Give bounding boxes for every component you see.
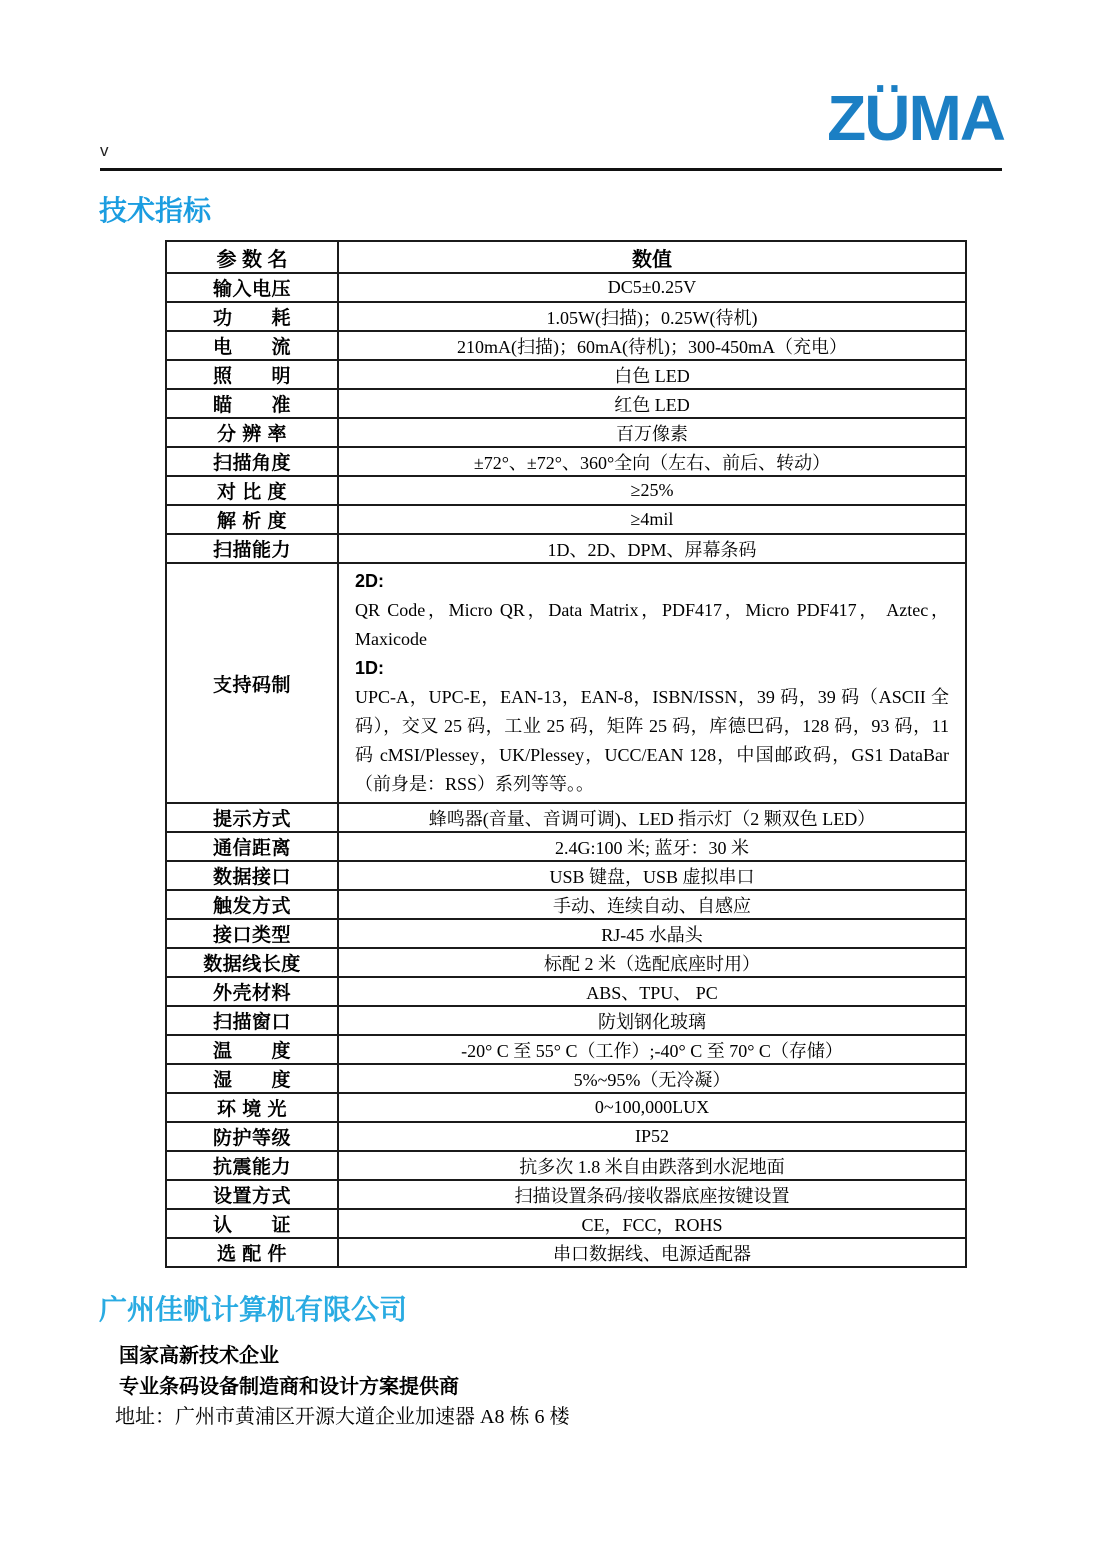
param-name-cell: 对 比 度 — [166, 476, 338, 505]
param-name-cell: 环 境 光 — [166, 1093, 338, 1122]
spec-row — [166, 1035, 966, 1064]
spec-row — [166, 1209, 966, 1238]
param-name-cell: 通信距离 — [166, 832, 338, 861]
param-name-cell: 提示方式 — [166, 803, 338, 832]
spec-row — [166, 418, 966, 447]
param-value-cell: 1D、2D、DPM、屏幕条码 — [338, 534, 966, 563]
param-name-cell: 湿 度 — [166, 1064, 338, 1093]
spec-row — [166, 563, 966, 803]
param-value-cell: IP52 — [338, 1122, 966, 1151]
spec-row — [166, 977, 966, 1006]
param-value-cell: 扫描设置条码/接收器底座按键设置 — [338, 1180, 966, 1209]
param-value-header: 数值 — [338, 241, 966, 273]
param-name-cell: 扫描窗口 — [166, 1006, 338, 1035]
param-value-cell: ±72°、±72°、360°全向（左右、前后、转动） — [338, 447, 966, 476]
spec-row — [166, 1180, 966, 1209]
param-name-cell: 抗震能力 — [166, 1151, 338, 1180]
param-name-cell: 解 析 度 — [166, 505, 338, 534]
param-value-cell: 红色 LED — [338, 389, 966, 418]
param-name-cell: 输入电压 — [166, 273, 338, 302]
param-value-cell: ≥25% — [338, 476, 966, 505]
param-name-cell: 分 辨 率 — [166, 418, 338, 447]
param-name-cell: 电 流 — [166, 331, 338, 360]
param-value-cell: 1.05W(扫描)；0.25W(待机) — [338, 302, 966, 331]
spec-row — [166, 832, 966, 861]
param-name-cell: 外壳材料 — [166, 977, 338, 1006]
param-name-cell: 防护等级 — [166, 1122, 338, 1151]
spec-row — [166, 1006, 966, 1035]
param-value-cell: 百万像素 — [338, 418, 966, 447]
param-value-cell — [338, 563, 966, 803]
param-value-cell: 手动、连续自动、自感应 — [338, 890, 966, 919]
header-divider — [100, 168, 1002, 171]
spec-header-row — [166, 241, 966, 273]
param-value-cell: 0~100,000LUX — [338, 1093, 966, 1122]
spec-row — [166, 273, 966, 302]
param-name-cell: 选 配 件 — [166, 1238, 338, 1267]
param-name-header: 参 数 名 — [166, 241, 338, 273]
spec-row — [166, 505, 966, 534]
param-name-cell: 温 度 — [166, 1035, 338, 1064]
spec-row — [166, 890, 966, 919]
param-name-cell: 照 明 — [166, 360, 338, 389]
param-name-cell: 数据线长度 — [166, 948, 338, 977]
param-name-cell: 接口类型 — [166, 919, 338, 948]
symbology-group-label: 2D: — [355, 571, 385, 591]
param-value-cell: 抗多次 1.8 米自由跌落到水泥地面 — [338, 1151, 966, 1180]
spec-row — [166, 302, 966, 331]
param-name-cell: 支持码制 — [166, 563, 338, 803]
param-name-cell: 认 证 — [166, 1209, 338, 1238]
param-name-cell: 功 耗 — [166, 302, 338, 331]
spec-row — [166, 447, 966, 476]
symbology-group-label: 1D: — [355, 658, 385, 678]
param-value-cell: ABS、TPU、 PC — [338, 977, 966, 1006]
spec-row — [166, 1122, 966, 1151]
param-value-cell: RJ-45 水晶头 — [338, 919, 966, 948]
param-value-cell: 5%~95%（无冷凝） — [338, 1064, 966, 1093]
spec-row — [166, 331, 966, 360]
param-name-cell: 瞄 准 — [166, 389, 338, 418]
company-name: 广州佳帆计算机有限公司 — [99, 1294, 408, 1325]
param-name-cell: 扫描能力 — [166, 534, 338, 563]
param-value-cell: 标配 2 米（选配底座时用） — [338, 948, 966, 977]
param-value-cell: 2.4G:100 米; 蓝牙：30 米 — [338, 832, 966, 861]
spec-row — [166, 948, 966, 977]
company-tagline-1: 国家高新技术企业 — [119, 1345, 279, 1367]
spec-table — [165, 240, 967, 1268]
param-value-cell: 210mA(扫描)；60mA(待机)；300-450mA（充电） — [338, 331, 966, 360]
spec-row — [166, 1093, 966, 1122]
symbology-list: QR Code，Micro QR，Data Matrix，PDF417，Micro PDF417， Aztec，Maxicode — [355, 600, 949, 649]
param-value-cell: CE，FCC，ROHS — [338, 1209, 966, 1238]
spec-row — [166, 534, 966, 563]
spec-table-body — [166, 273, 966, 1267]
spec-row — [166, 1151, 966, 1180]
zuma-logo: ZÜMA — [827, 82, 1004, 154]
param-name-cell: 设置方式 — [166, 1180, 338, 1209]
param-value-cell: 蜂鸣器(音量、音调可调)、LED 指示灯（2 颗双色 LED） — [338, 803, 966, 832]
symbology-list: UPC-A，UPC-E，EAN-13，EAN-8，ISBN/ISSN，39 码，39 码（ASCII 全码），交叉 25 码，工业 25 码，矩阵 25 码，库德巴码，128 码，93 码，11 码 cMSI/Plessey，UK/Plessey，UCC/EAN 128，中国邮政码，GS1 DataBar（前身是：RSS）系列等等。。 — [355, 687, 949, 794]
param-name-cell: 数据接口 — [166, 861, 338, 890]
spec-row — [166, 360, 966, 389]
param-value-cell: USB 键盘，USB 虚拟串口 — [338, 861, 966, 890]
spec-row — [166, 803, 966, 832]
spec-row — [166, 919, 966, 948]
param-value-cell: 防划钢化玻璃 — [338, 1006, 966, 1035]
param-value-cell: -20° C 至 55° C（工作）;-40° C 至 70° C（存储） — [338, 1035, 966, 1064]
version-mark: v — [100, 141, 109, 160]
company-tagline-2: 专业条码设备制造商和设计方案提供商 — [119, 1376, 459, 1398]
param-value-cell: 白色 LED — [338, 360, 966, 389]
param-name-cell: 扫描角度 — [166, 447, 338, 476]
param-name-cell: 触发方式 — [166, 890, 338, 919]
spec-row — [166, 476, 966, 505]
page-title: 技术指标 — [99, 195, 212, 226]
company-address: 地址：广州市黄浦区开源大道企业加速器 A8 栋 6 楼 — [115, 1406, 570, 1428]
param-value-cell: DC5±0.25V — [338, 273, 966, 302]
param-value-cell: 串口数据线、电源适配器 — [338, 1238, 966, 1267]
spec-row — [166, 389, 966, 418]
spec-row — [166, 1064, 966, 1093]
param-value-cell: ≥4mil — [338, 505, 966, 534]
spec-row — [166, 861, 966, 890]
spec-row — [166, 1238, 966, 1267]
